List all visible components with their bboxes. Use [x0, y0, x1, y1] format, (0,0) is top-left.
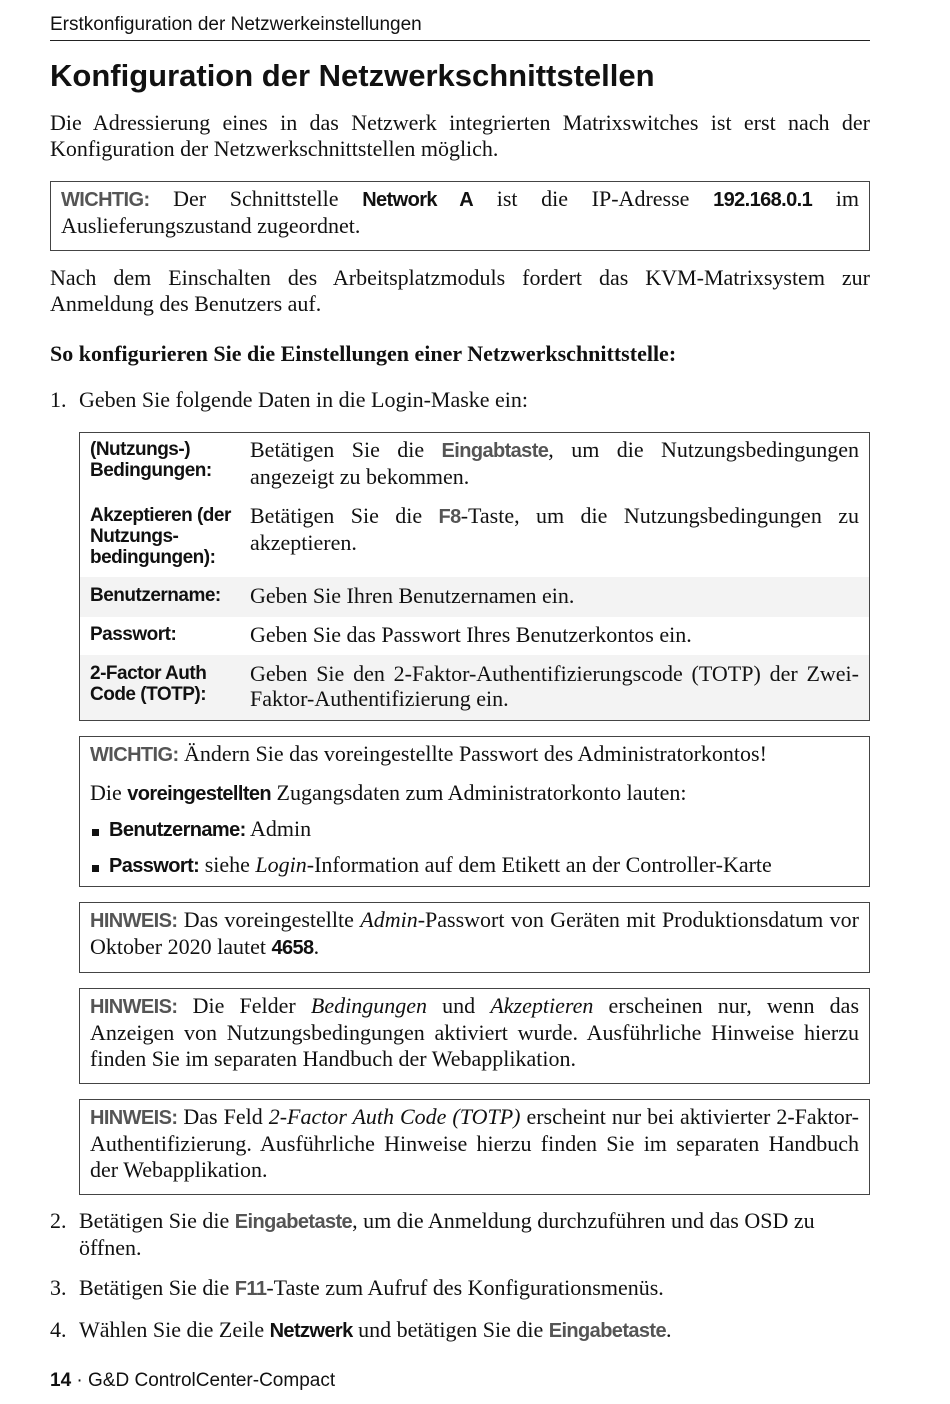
page-number: 14 — [50, 1370, 72, 1391]
key-name: Eingabetaste — [234, 1211, 353, 1233]
key-name: Eingabtaste — [441, 440, 549, 462]
row-description: Geben Sie den 2-Faktor-Authentifizierungscode (TOTP) der Zwei-Faktor-Authentifizierung ein. — [250, 661, 859, 711]
step-text: Geben Sie folgende Daten in die Login-Maske ein: — [79, 387, 529, 412]
note-label: HINWEIS: — [90, 910, 178, 932]
row-label: (Nutzungs-) Bedingungen: — [90, 439, 212, 481]
note-label: HINWEIS: — [90, 1107, 178, 1129]
intro-paragraph: Die Adressierung eines in das Netzwerk integrierten Matrixswitches ist erst nach der Konfiguration der Netzwerkschnittstellen möglich. — [50, 110, 870, 161]
hint-note-2fa-field: HINWEIS: Das Feld 2-Factor Auth Code (TOTP) erscheint nur bei aktivierter 2-Faktor-Authentifizierung. Ausführliche Hinweise hierzu finden Sie im separaten Handbuch der Webapplikation. — [79, 1099, 870, 1195]
table-row — [80, 577, 869, 617]
menu-item-name: Netzwerk — [269, 1320, 353, 1342]
key-name: F11 — [234, 1278, 267, 1300]
important-note-password: WICHTIG: Ändern Sie das voreingestellte Passwort des Administratorkontos! Die voreingestellten Zugangsdaten zum Administratorkonto lauten: Benutzername: Admin Passwort: siehe Login-Information auf dem Etikett an der Controller-Karte — [79, 736, 870, 887]
step-number: 1. — [50, 387, 67, 412]
bullet-icon — [92, 865, 99, 872]
ip-address: 192.168.0.1 — [713, 189, 813, 211]
hint-note-default-password: HINWEIS: Das voreingestellte Admin-Passwort von Geräten mit Produktionsdatum vor Oktober 2020 lautet 4658. — [79, 902, 870, 973]
running-header: Erstkonfiguration der Netzwerkeinstellungen — [50, 14, 870, 41]
step-1 — [50, 387, 870, 413]
step-number: 2. — [50, 1208, 67, 1233]
section-title: Konfiguration der Netzwerkschnittstellen — [50, 58, 655, 93]
step-3: 3. Betätigen Sie die F11-Taste zum Aufruf des Konfigurationsmenüs. — [50, 1275, 664, 1300]
row-description: Betätigen Sie die Eingabtaste, um die Nutzungsbedingungen angezeigt zu bekommen. — [250, 437, 859, 489]
key-name: F8 — [438, 506, 461, 528]
row-label: Benutzername: — [90, 585, 221, 606]
key-name: Eingabetaste — [548, 1320, 667, 1342]
bullet-icon — [92, 829, 99, 836]
step-number: 3. — [50, 1275, 67, 1300]
row-label: Akzeptieren (der Nutzungs-bedingungen): — [90, 505, 231, 568]
note-label: WICHTIG: — [90, 744, 179, 766]
table-row — [80, 655, 869, 720]
step-number: 4. — [50, 1317, 67, 1342]
note-label: WICHTIG: — [61, 189, 150, 211]
table-row — [80, 617, 869, 655]
table-row — [80, 433, 869, 497]
row-description: Geben Sie Ihren Benutzernamen ein. — [250, 583, 575, 608]
row-description: Geben Sie das Passwort Ihres Benutzerkontos ein. — [250, 622, 692, 647]
step-4: 4. Wählen Sie die Zeile Netzwerk und betätigen Sie die Eingabetaste. — [50, 1317, 672, 1342]
interface-name: Network A — [362, 189, 474, 211]
row-label: 2-Factor Auth Code (TOTP): — [90, 663, 207, 705]
manual-title: G&D ControlCenter-Compact — [88, 1370, 336, 1391]
row-label: Passwort: — [90, 624, 177, 645]
login-fields-table — [79, 432, 870, 721]
important-note-network: WICHTIG: Der Schnittstelle Network A ist die IP-Adresse 192.168.0.1 im Auslieferungszustand zugeordnet. — [50, 181, 870, 251]
procedure-title: So konfigurieren Sie die Einstellungen einer Netzwerkschnittstelle: — [50, 341, 677, 366]
note-label: HINWEIS: — [90, 996, 178, 1018]
step-2: 2. Betätigen Sie die Eingabetaste, um die Anmeldung durchzuführen und das OSD zu öffnen. — [50, 1208, 815, 1260]
row-description: Betätigen Sie die F8-Taste, um die Nutzungsbedingungen zu akzeptieren. — [250, 503, 860, 555]
page-footer: 14 · G&D ControlCenter-Compact — [50, 1370, 336, 1391]
list-item: Passwort: siehe Login-Information auf dem Etikett an der Controller-Karte — [90, 850, 859, 881]
list-item: Benutzername: Admin — [90, 814, 859, 845]
hint-note-terms-fields: HINWEIS: Die Felder Bedingungen und Akzeptieren erscheinen nur, wenn das Anzeigen von Nutzungsbedingungen aktiviert wurde. Ausführliche Hinweise hierzu finden Sie im separaten Handbuch der Webapplikation. — [79, 988, 870, 1084]
table-row — [80, 497, 869, 577]
login-paragraph: Nach dem Einschalten des Arbeitsplatzmoduls fordert das KVM-Matrixsystem zur Anmeldung des Benutzers auf. — [50, 265, 870, 316]
